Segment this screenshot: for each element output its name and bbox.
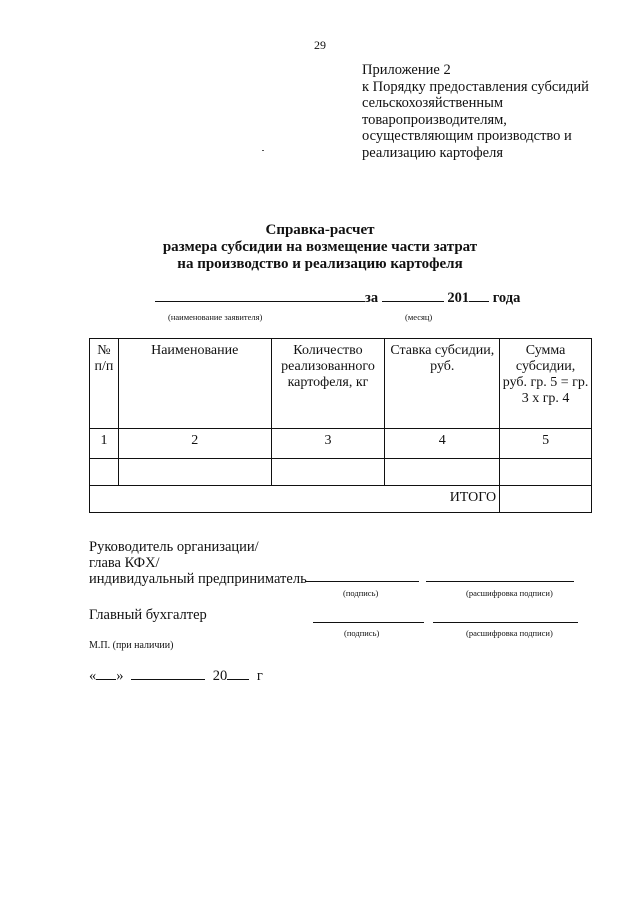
accountant-signature-field[interactable] bbox=[313, 622, 424, 623]
day-field[interactable] bbox=[96, 666, 116, 680]
column-number: 2 bbox=[118, 429, 271, 459]
year-suffix: года bbox=[492, 290, 521, 306]
accountant-decoding-field[interactable] bbox=[433, 622, 578, 623]
stamp-note: М.П. (при наличии) bbox=[89, 640, 174, 651]
year-field[interactable] bbox=[469, 288, 489, 302]
month-caption: (месяц) bbox=[405, 312, 433, 322]
accountant-label: Главный бухгалтер bbox=[89, 607, 207, 623]
date-quote-open: « bbox=[89, 668, 97, 684]
applicant-name-field[interactable] bbox=[155, 288, 365, 302]
document-title bbox=[0, 222, 640, 273]
head-title-line: индивидуальный предприниматель bbox=[89, 571, 307, 587]
title-line-3: на производство и реализацию картофеля bbox=[177, 256, 463, 272]
appendix-block bbox=[362, 62, 589, 161]
scan-speck bbox=[262, 150, 264, 151]
header-cell: Наименование bbox=[118, 339, 271, 429]
month-field[interactable] bbox=[382, 288, 444, 302]
head-title-line: Руководитель организации/ bbox=[89, 539, 259, 555]
appendix-line: сельскохозяйственным bbox=[362, 95, 504, 111]
date-line bbox=[89, 666, 263, 684]
title-line-1: Справка-расчет bbox=[265, 222, 375, 238]
table-cell[interactable] bbox=[90, 459, 119, 486]
column-number: 5 bbox=[500, 429, 592, 459]
table-row bbox=[90, 459, 592, 486]
calculation-table bbox=[89, 338, 592, 513]
table-header-row bbox=[90, 339, 592, 429]
head-signature-field[interactable] bbox=[306, 581, 419, 582]
header-cell: № п/п bbox=[90, 339, 119, 429]
total-row bbox=[90, 486, 592, 513]
date-year-prefix: 20 bbox=[212, 668, 228, 684]
period-line bbox=[155, 288, 520, 307]
applicant-caption: (наименование заявителя) bbox=[168, 312, 263, 322]
table-cell[interactable] bbox=[118, 459, 271, 486]
header-cell: Количество реализованного картофеля, кг bbox=[271, 339, 385, 429]
signature-caption: (подпись) bbox=[343, 588, 379, 598]
title-line-2: размера субсидии на возмещение части затрат bbox=[162, 239, 478, 255]
appendix-line: осуществляющим производство и bbox=[362, 128, 572, 144]
date-quote-close: » bbox=[116, 668, 124, 684]
za-label: за bbox=[365, 290, 379, 306]
total-value-cell[interactable] bbox=[500, 486, 592, 513]
appendix-line: Приложение 2 bbox=[362, 62, 451, 78]
table-cell[interactable] bbox=[385, 459, 500, 486]
table-cell[interactable] bbox=[271, 459, 385, 486]
header-cell: Сумма субсидии, руб. гр. 5 = гр. 3 x гр. 4 bbox=[500, 339, 592, 429]
appendix-line: к Порядку предоставления субсидий bbox=[362, 78, 589, 95]
appendix-line: товаропроизводителям, bbox=[362, 111, 507, 128]
column-number: 3 bbox=[271, 429, 385, 459]
year-prefix: 201 bbox=[447, 290, 470, 306]
column-number: 1 bbox=[90, 429, 119, 459]
date-year-field[interactable] bbox=[227, 666, 249, 680]
table-cell[interactable] bbox=[500, 459, 592, 486]
signature-caption: (подпись) bbox=[344, 628, 380, 638]
column-number-row bbox=[90, 429, 592, 459]
appendix-line: реализацию картофеля bbox=[362, 144, 504, 161]
head-signature-block bbox=[89, 539, 307, 587]
head-title-line: глава КФХ/ bbox=[89, 555, 160, 571]
head-decoding-field[interactable] bbox=[426, 581, 574, 582]
page-number: 29 bbox=[314, 38, 326, 52]
decoding-caption: (расшифровка подписи) bbox=[466, 628, 553, 638]
decoding-caption: (расшифровка подписи) bbox=[466, 588, 553, 598]
date-g: г bbox=[256, 668, 263, 684]
date-month-field[interactable] bbox=[131, 666, 205, 680]
total-label: ИТОГО bbox=[90, 486, 500, 513]
column-number: 4 bbox=[385, 429, 500, 459]
header-cell: Ставка субсидии, руб. bbox=[385, 339, 500, 429]
